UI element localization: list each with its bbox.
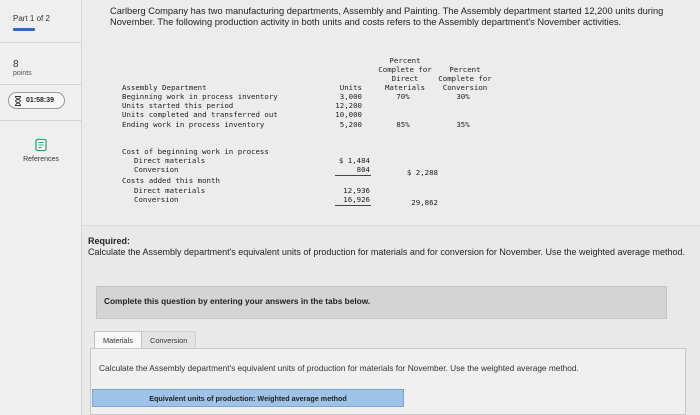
instruction-text: Complete this question by entering your answers in the tabs below. [104,296,371,306]
points-value: 8 [13,59,19,70]
cost-value: 804 [356,165,370,174]
row-label: Beginning work in process inventory [122,92,278,101]
cost-value: $ 1,484 [338,156,370,165]
dm-header-1: Percent [389,56,421,65]
row-label: Units completed and transferred out [122,110,278,119]
answer-tabs [94,331,196,348]
tab-panel [90,348,686,415]
row-label: Ending work in process inventory [122,120,265,129]
row-cv: 30% [456,92,470,101]
cost-value: 12,936 [343,186,370,195]
row-label: Units started this period [122,101,234,110]
dm-header-3: Direct [391,74,419,83]
cost-label: Direct materials [134,186,206,195]
cost-heading: Cost of beginning work in process [122,147,269,156]
divider [0,42,82,43]
references-label: References [23,156,59,163]
row-dm: 85% [396,120,410,129]
left-sidebar [0,0,82,415]
weighted-average-label: Equivalent units of production: Weighted average method [149,393,347,403]
panel-instruction: Calculate the Assembly department's equivalent units of production for materials for November. Use the weighted average method. [99,363,579,373]
cv-header-3: Conversion [442,83,488,92]
row-units: 5,200 [339,120,362,129]
dm-header-2: Complete for [378,65,432,74]
divider [0,84,82,85]
tab-conversion[interactable]: Conversion [142,331,196,348]
part-indicator: Part 1 of 2 [13,14,50,23]
cost-value: 16,926 [343,195,370,204]
required-text: Calculate the Assembly department's equivalent units of production for materials and for conversion for November. Use the weighted average method. [88,247,686,257]
main-content [82,0,700,415]
dept-label: Assembly Department [122,83,207,92]
part-progress-bar [13,28,35,31]
row-dm: 70% [396,92,410,101]
references-button[interactable] [8,128,74,180]
hourglass-icon [14,96,22,106]
timer-text: 01:58:39 [26,97,55,104]
cv-header-1: Percent [449,65,481,74]
required-section [88,236,692,258]
dm-header-4: Materials [384,83,426,92]
cost-total: 29,862 [411,198,438,207]
points-label: points [13,70,32,77]
row-units: 10,000 [335,110,362,119]
units-header: Units [339,83,362,92]
cost-label: Conversion [134,195,179,204]
weighted-average-header [92,389,404,407]
divider [0,120,82,121]
references-book-icon [34,138,48,152]
question-card [82,0,700,226]
cost-label: Direct materials [134,156,206,165]
row-units: 12,200 [335,101,362,110]
row-units: 3,000 [339,92,362,101]
timer-badge[interactable] [8,92,65,109]
question-intro: Carlberg Company has two manufacturing departments, Assembly and Painting. The Assembly department started 12,200 units during November. The following production activity in both units and costs refers to the Assembly department's November activities. [110,6,664,27]
underline [335,205,371,206]
cost-label: Conversion [134,165,179,174]
tab-materials[interactable]: Materials [94,331,142,348]
cost-total: $ 2,288 [406,168,438,177]
cost-heading: Costs added this month [122,176,220,185]
required-heading: Required: [88,236,131,246]
instruction-bar [96,286,667,319]
row-cv: 35% [456,120,470,129]
cv-header-2: Complete for [438,74,492,83]
underline [335,175,371,176]
